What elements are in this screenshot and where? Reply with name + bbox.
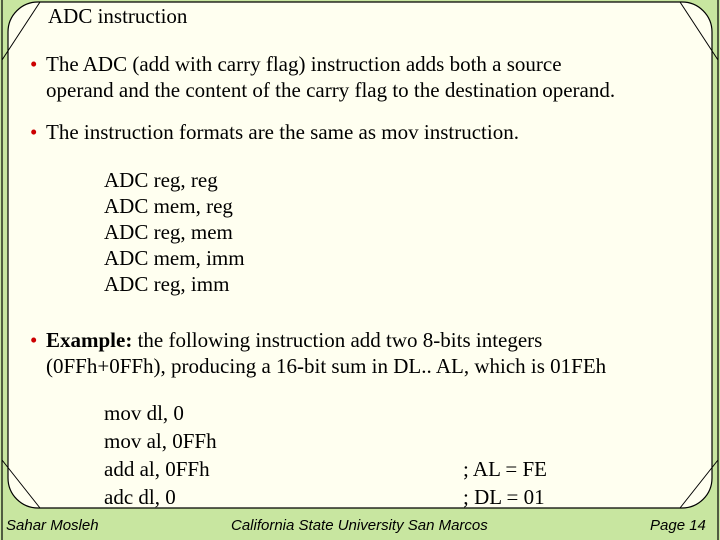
footer-author: Sahar Mosleh bbox=[6, 517, 99, 534]
format-item: ADC reg, mem bbox=[104, 220, 233, 244]
code-line: mov dl, 0 bbox=[104, 401, 184, 425]
format-item: ADC reg, reg bbox=[104, 168, 218, 192]
example-line-1 bbox=[30, 327, 606, 353]
example-label: Example: bbox=[46, 328, 133, 352]
bullet-dot: • bbox=[30, 120, 38, 144]
bullet-line-2: operand and the content of the carry flag to the destination operand. bbox=[46, 78, 616, 102]
bullet-dot: • bbox=[30, 52, 38, 76]
format-item: ADC reg, imm bbox=[104, 272, 230, 296]
slide-title: ADC instruction bbox=[48, 4, 188, 28]
comment-line: ; DL = 01 bbox=[463, 485, 545, 509]
example-text: the following instruction add two 8-bits integers bbox=[132, 328, 543, 352]
example-line-2: (0FFh+0FFh), producing a 16-bit sum in DL.. AL, which is 01FEh bbox=[46, 354, 607, 378]
code-line: adc dl, 0 bbox=[104, 485, 176, 509]
example-code bbox=[104, 399, 217, 511]
footer-university: California State University San Marcos bbox=[231, 517, 488, 534]
comment-line: ; AL = FE bbox=[463, 457, 547, 481]
code-line: mov al, 0FFh bbox=[104, 429, 217, 453]
bullet-text: The instruction formats are the same as mov instruction. bbox=[46, 120, 519, 144]
code-line: add al, 0FFh bbox=[104, 457, 210, 481]
format-item: ADC mem, imm bbox=[104, 246, 245, 270]
bullet-formats bbox=[30, 119, 519, 145]
bullet-adc-description bbox=[30, 51, 615, 103]
bullet-line-1: The ADC (add with carry flag) instruction adds both a source bbox=[46, 52, 562, 76]
code-comments bbox=[463, 455, 547, 511]
format-item: ADC mem, reg bbox=[104, 194, 233, 218]
bullet-example bbox=[30, 327, 606, 379]
format-list bbox=[104, 167, 245, 297]
bullet-dot: • bbox=[30, 328, 38, 352]
footer-page-number: Page 14 bbox=[650, 517, 706, 534]
